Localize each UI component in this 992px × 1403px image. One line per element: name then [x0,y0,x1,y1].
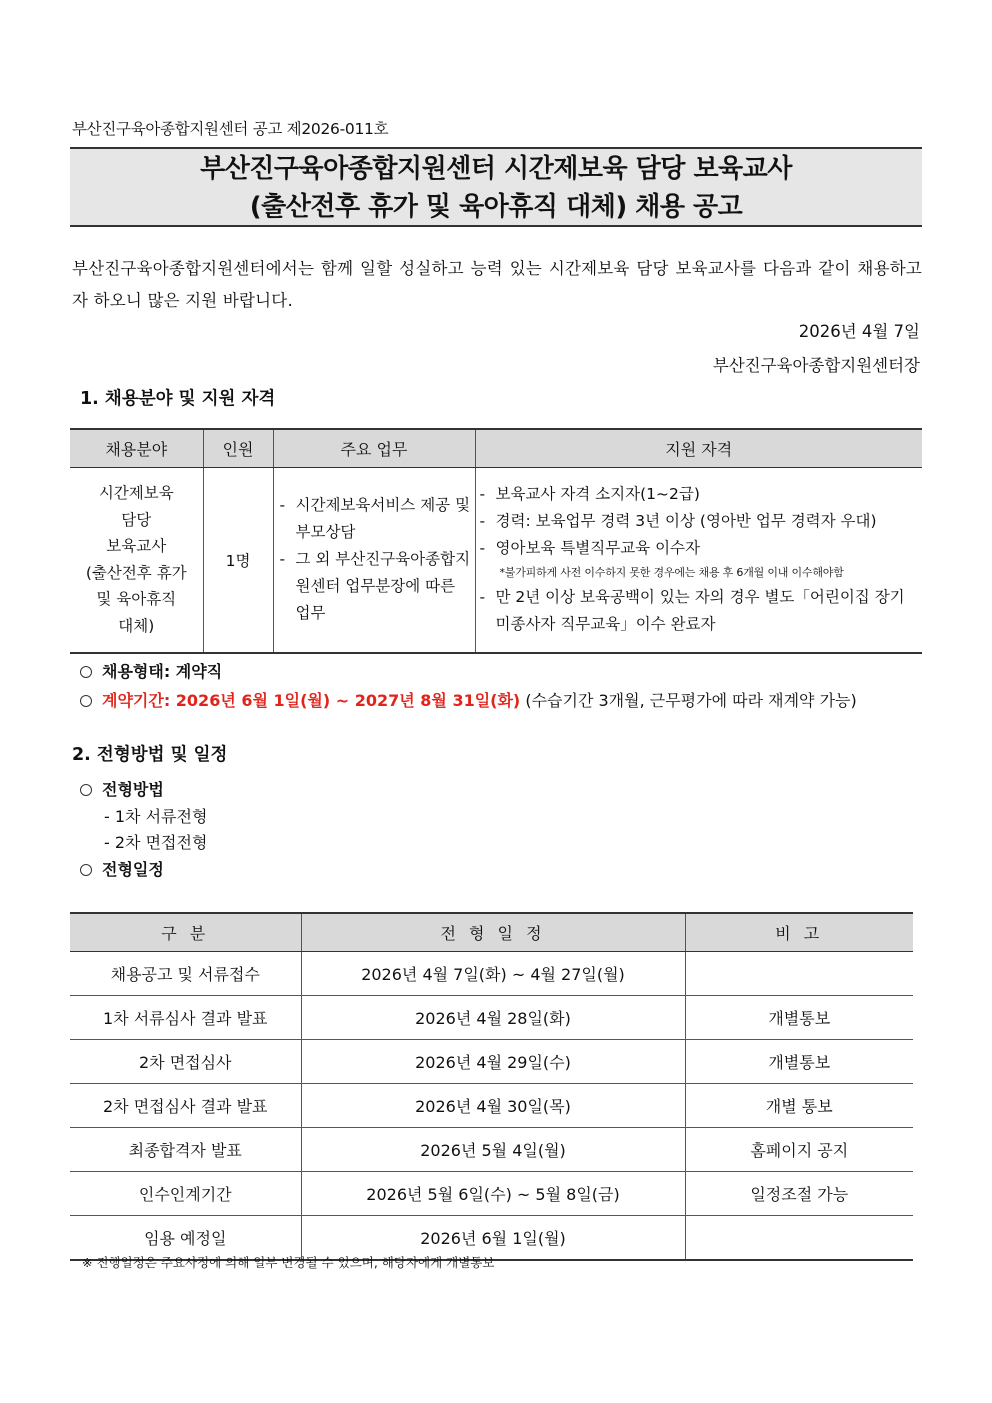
row-category: 인수인계기간 [70,1172,301,1216]
row-category: 2차 면접심사 결과 발표 [70,1084,301,1128]
row-category: 임용 예정일 [70,1216,301,1261]
field-line: 시간제보육 [98,484,174,503]
method-item: - 2차 면접전형 [104,833,208,852]
header-category: 구 분 [70,913,301,952]
row-remarks: 개별통보 [685,1040,913,1084]
row-schedule: 2026년 4월 29일(수) [301,1040,685,1084]
row-remarks: 홈페이지 공지 [685,1128,913,1172]
row-remarks: 개별통보 [685,996,913,1040]
header-duties: 주요 업무 [273,429,475,468]
field-line: 및 육아휴직 [96,590,177,609]
schedule-table [70,912,913,1261]
row-schedule: 2026년 5월 4일(월) [301,1128,685,1172]
circle-bullet-icon [80,784,92,796]
row-category: 2차 면접심사 [70,1040,301,1084]
header-remarks: 비 고 [685,913,913,952]
circle-bullet-icon [80,695,92,707]
table-row [70,1084,913,1128]
notice-number: 부산진구육아종합지원센터 공고 제2026-011호 [72,120,389,138]
announcement-date: 2026년 4월 7일 [798,322,920,341]
header-schedule: 전 형 일 정 [301,913,685,952]
employment-type: 채용형태: 계약직 [80,659,222,682]
intro-paragraph: 부산진구육아종합지원센터에서는 함께 일할 성실하고 능력 있는 시간제보육 담당 보육교사를 다음과 같이 채용하고자 하오니 많은 지원 바랍니다. [72,259,922,310]
table-row [70,1128,913,1172]
row-schedule: 2026년 4월 28일(화) [301,996,685,1040]
qualification-item: - 만 2년 이상 보육공백이 있는 자의 경우 별도「어린이집 장기미종사자 직무교육」이수 완료자 [479,588,905,634]
section-2-heading: 2. 전형방법 및 일정 [72,745,228,765]
field-line: (출산전후 휴가 [85,563,187,582]
row-remarks [685,1216,913,1261]
row-category: 채용공고 및 서류접수 [70,952,301,996]
field-line: 담당 [121,510,152,529]
qualification-item: - 경력: 보육업무 경력 3년 이상 (영아반 업무 경력자 우대) [479,512,877,531]
duties-cell [273,468,475,653]
table-row [70,1040,913,1084]
table-row [70,1172,913,1216]
signer: 부산진구육아종합지원센터장 [712,356,920,375]
table-row [70,952,913,996]
count-cell: 1명 [203,468,273,653]
method-label: 전형방법 [80,777,164,800]
row-remarks: 개별 통보 [685,1084,913,1128]
row-schedule: 2026년 5월 6일(수) ~ 5월 8일(금) [301,1172,685,1216]
title-line-2: (출산전후 휴가 및 육아휴직 대체) 채용 공고 [249,192,743,222]
row-remarks: 일정조절 가능 [685,1172,913,1216]
qualifications-cell [475,468,922,653]
duty-item: - 시간제보육서비스 제공 및 부모상담 [279,496,471,542]
table-row [70,996,913,1040]
field-line: 대체) [118,616,155,635]
row-remarks [685,952,913,996]
field-line: 보육교사 [106,537,167,556]
circle-bullet-icon [80,864,92,876]
row-category: 최종합격자 발표 [70,1128,301,1172]
title-line-1: 부산진구육아종합지원센터 시간제보육 담당 보육교사 [200,154,792,184]
row-category: 1차 서류심사 결과 발표 [70,996,301,1040]
qualification-item: - 보육교사 자격 소지자(1~2급) [479,485,700,504]
recruitment-table [70,428,922,654]
section-1-heading: 1. 채용분야 및 지원 자격 [80,389,276,409]
method-item: - 1차 서류전형 [104,807,208,826]
field-cell [70,468,203,653]
circle-bullet-icon [80,666,92,678]
row-schedule: 2026년 4월 7일(화) ~ 4월 27일(월) [301,952,685,996]
title-box [70,147,922,227]
qualification-note: *불가피하게 사전 이수하지 못한 경우에는 채용 후 6개월 이내 이수해야함 [499,566,844,580]
header-field: 채용분야 [70,429,203,468]
header-count: 인원 [203,429,273,468]
qualification-item: - 영아보육 특별직무교육 이수자 [479,539,701,558]
schedule-footnote: ※ 진행일정은 주요사정에 의해 일부 변경될 수 있으며, 해당자에게 개별통보 [82,1255,495,1270]
row-schedule: 2026년 4월 30일(목) [301,1084,685,1128]
header-qualifications: 지원 자격 [475,429,922,468]
contract-period: 계약기간: 2026년 6월 1일(월) ~ 2027년 8월 31일(화) (수습기간 3개월, 근무평가에 따라 재계약 가능) [80,688,857,711]
schedule-label: 전형일정 [80,857,164,880]
row-schedule: 2026년 6월 1일(월) [301,1216,685,1261]
duty-item: - 그 외 부산진구육아종합지원센터 업무분장에 따른 업무 [279,550,471,623]
